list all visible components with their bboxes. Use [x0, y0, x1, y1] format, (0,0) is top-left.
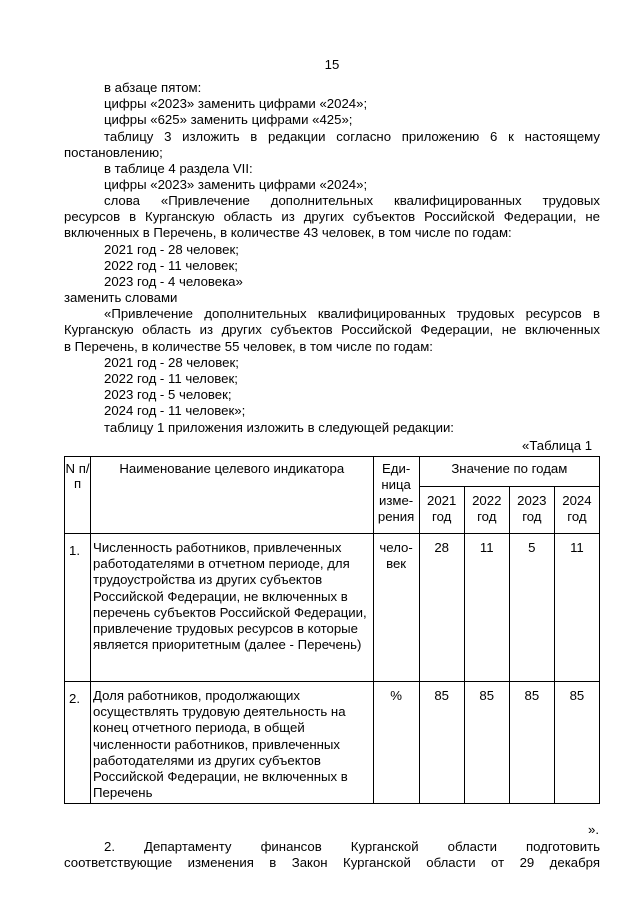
header-num: N п/п — [65, 457, 91, 534]
header-unit: Еди-ница изме-рения — [373, 457, 419, 534]
text-line: таблицу 1 приложения изложить в следующей редакции: — [104, 420, 454, 435]
row-num: 2. — [65, 682, 91, 804]
row-name: Численность работников, привлеченных работодателями в отчетном периоде, для трудоустройства из других субъектов Российской Федерации, не включенных в перечень субъектов Российской Федерации, привлечение трудовых ресурсов в которые является приоритетным (далее - Перечень) — [91, 534, 374, 682]
row-value: 5 — [509, 534, 554, 682]
text-line: 2023 год - 5 человек; — [104, 387, 232, 402]
header-name: Наименование целевого индикатора — [91, 457, 374, 534]
table-caption: «Таблица 1 — [522, 438, 593, 453]
text-line: 2. Департаменту финансов Курганской области подготовить — [104, 839, 600, 854]
text-line: включенных в Перечень, в количестве 43 человек, в том числе по годам: — [64, 225, 512, 240]
text-line: заменить словами — [64, 290, 178, 305]
text-line: таблицу 3 изложить в редакции согласно приложению 6 к настоящему — [104, 129, 600, 144]
row-value: 85 — [464, 682, 509, 804]
text-line: в таблице 4 раздела VII: — [104, 161, 253, 176]
text-line: 2021 год - 28 человек; — [104, 355, 239, 370]
text-line: 2024 год - 11 человек»; — [104, 403, 246, 418]
text-line: 2021 год - 28 человек; — [104, 242, 239, 257]
header-year: 2024 год — [554, 487, 599, 534]
text-line: цифры «625» заменить цифрами «425»; — [104, 112, 353, 127]
row-value: 11 — [554, 534, 599, 682]
header-year: 2022 год — [464, 487, 509, 534]
row-value: 11 — [464, 534, 509, 682]
text-line: в абзаце пятом: — [104, 80, 202, 95]
indicator-table — [64, 456, 600, 804]
text-line: цифры «2023» заменить цифрами «2024»; — [104, 96, 368, 111]
row-value: 28 — [419, 534, 464, 682]
row-unit: чело-век — [373, 534, 419, 682]
text-line: ресурсов в Курганскую область из других субъектов Российской Федерации, не — [64, 209, 600, 224]
text-line: 2023 год - 4 человека» — [104, 274, 243, 289]
text-line: соответствующие изменения в Закон Курганской области от 29 декабря — [64, 855, 600, 870]
text-line: Курганскую область из других субъектов Российской Федерации, не включенных — [64, 322, 600, 337]
table-end: ». — [588, 822, 599, 837]
text-line: цифры «2023» заменить цифрами «2024»; — [104, 177, 368, 192]
table-row — [65, 534, 600, 682]
row-value: 85 — [419, 682, 464, 804]
header-values: Значение по годам — [419, 457, 599, 487]
text-line: слова «Привлечение дополнительных квалифицированных трудовых — [104, 193, 600, 208]
table-row — [65, 682, 600, 804]
row-unit: % — [373, 682, 419, 804]
text-line: в Перечень, в количестве 55 человек, в том числе по годам: — [64, 339, 433, 354]
header-year: 2023 год — [509, 487, 554, 534]
header-year: 2021 год — [419, 487, 464, 534]
text-line: 2022 год - 11 человек; — [104, 258, 238, 273]
page-number: 15 — [324, 57, 340, 72]
text-line: «Привлечение дополнительных квалифицированных трудовых ресурсов в — [104, 306, 600, 321]
row-name: Доля работников, продолжающих осуществлять трудовую деятельность на конец отчетного периода, в общей численности работников, привлеченных работодателями из других субъектов Российской Федерации, не включенных в Перечень — [91, 682, 374, 804]
text-line: постановлению; — [64, 145, 163, 160]
row-value: 85 — [509, 682, 554, 804]
text-line: 2022 год - 11 человек; — [104, 371, 238, 386]
row-num: 1. — [65, 534, 91, 682]
row-value: 85 — [554, 682, 599, 804]
